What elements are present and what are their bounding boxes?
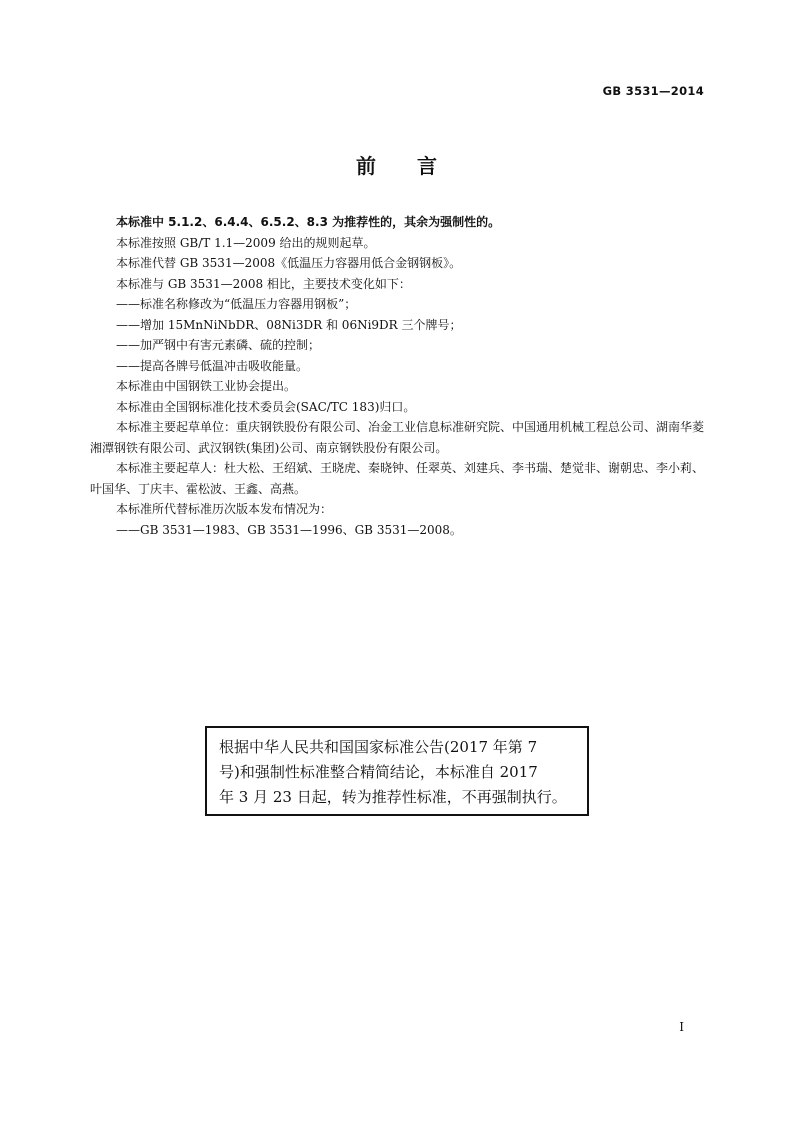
paragraph-under-jurisdiction: 本标准由全国钢标准化技术委员会(SAC/TC 183)归口。 — [116, 399, 416, 414]
paragraph-previous-editions: 本标准所代替标准历次版本发布情况为： — [116, 502, 333, 516]
previous-editions-list: ——GB 3531—1983、GB 3531—1996、GB 3531—2008。 — [116, 522, 462, 537]
paragraph-proposed-by: 本标准由中国钢铁工业协会提出。 — [116, 379, 297, 393]
paragraph-replaces: 本标准代替 GB 3531—2008《低温压力容器用低合金钢钢板》。 — [116, 256, 462, 270]
notice-line: 年 3 月 23 日起，转为推荐性标准，不再强制执行。 — [219, 788, 567, 806]
change-item: ——增加 15MnNiNbDR、08Ni3DR 和 06Ni9DR 三个牌号； — [116, 317, 462, 332]
foreword-body — [90, 212, 710, 540]
paragraph-recommended-clauses: 本标准中 5.1.2、6.4.4、6.5.2、8.3 为推荐性的，其余为强制性的。 — [116, 215, 501, 229]
change-item: ——标准名称修改为“低温压力容器用钢板”； — [116, 297, 357, 311]
change-item: ——加严钢中有害元素磷、硫的控制； — [116, 338, 321, 352]
change-item: ——提高各牌号低温冲击吸收能量。 — [116, 358, 309, 373]
paragraph-drafting-units: 本标准主要起草单位：重庆钢铁股份有限公司、冶金工业信息标准研究院、中国通用机械工程总公司、湖南华菱湘潭钢铁有限公司、武汉钢铁(集团)公司、南京钢铁股份有限公司。 — [90, 420, 705, 455]
paragraph-drafting-rules: 本标准按照 GB/T 1.1—2009 给出的规则起草。 — [116, 235, 376, 250]
paragraph-drafters: 本标准主要起草人：杜大松、王绍斌、王晓虎、秦晓钟、任翠英、刘建兵、李书瑞、楚觉非、谢朝忠、李小莉、叶国华、丁庆丰、霍松波、王鑫、高燕。 — [90, 461, 705, 496]
paragraph-changes-intro: 本标准与 GB 3531—2008 相比，主要技术变化如下： — [116, 276, 411, 291]
standard-code: GB 3531—2014 — [602, 84, 704, 98]
title-part-1: 前 — [356, 154, 377, 178]
page-title — [0, 150, 794, 179]
notice-line: 根据中华人民共和国国家标准公告(2017 年第 7 — [219, 738, 538, 756]
title-part-2: 言 — [417, 154, 438, 178]
page-number: I — [679, 1020, 684, 1034]
notice-line: 号)和强制性标准整合精简结论，本标准自 2017 — [219, 763, 538, 781]
status-notice-box — [205, 726, 589, 816]
